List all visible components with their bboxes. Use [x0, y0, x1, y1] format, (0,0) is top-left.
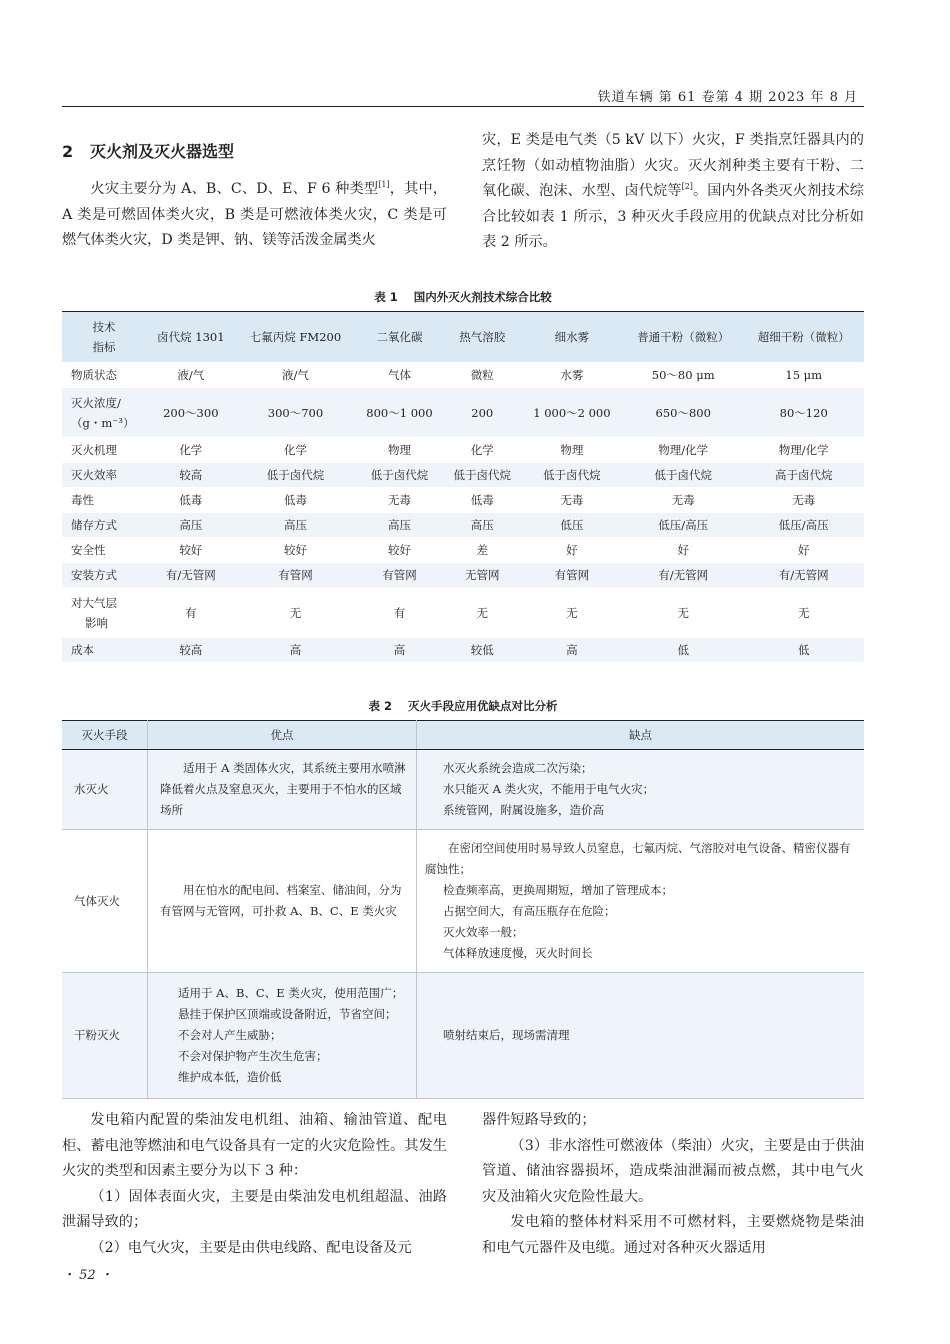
table1-cell: 物理 — [521, 438, 623, 463]
table1-row — [62, 363, 864, 388]
table1-col-header: 热气溶胶 — [444, 312, 521, 363]
table2-pros — [148, 830, 417, 973]
table1-corner-line: 指标 — [92, 340, 116, 354]
table1-cell: 较好 — [146, 538, 236, 563]
body-left-column — [62, 1108, 447, 1261]
table2-cons — [417, 830, 865, 973]
table1-cell: 80～120 — [743, 388, 864, 438]
table1-cell: 化学 — [444, 438, 521, 463]
intro-text: 。国内外各类灭火剂技术综合比较如表 1 所示，3 种灭火手段应用的优缺点对比分析如表 2 所示。 — [482, 183, 864, 250]
intro-paragraph-left — [62, 177, 447, 254]
table1-col-header: 细水雾 — [521, 312, 623, 363]
table1-cell: 低毒 — [236, 488, 356, 513]
table1-cell: 无 — [623, 588, 744, 638]
table2-row — [62, 830, 864, 973]
body-paragraph: 发电箱内配置的柴油发电机组、油箱、输油管道、配电柜、蓄电池等燃油和电气设备具有一定的火灾危险性。其发生火灾的类型和因素主要分为以下 3 种： — [62, 1112, 447, 1179]
table1-cell: 高压 — [355, 513, 443, 538]
table1-cell: 无 — [521, 588, 623, 638]
table1-cell: 低于卤代烷 — [355, 463, 443, 488]
table1-cell: 有管网 — [521, 563, 623, 588]
table1-col-header: 普通干粉（微粒） — [623, 312, 744, 363]
table2-header: 缺点 — [417, 721, 865, 750]
intro-right-column — [482, 128, 864, 256]
table1-cell: 高压 — [236, 513, 356, 538]
body-paragraph: 器件短路导致的； — [482, 1112, 596, 1128]
page-number: ・ 52 ・ — [62, 1268, 113, 1283]
table1-row — [62, 538, 864, 563]
table1-row — [62, 588, 864, 638]
table2-cons-line: 灭火效率一般； — [443, 925, 524, 939]
table2-cons — [417, 973, 865, 1099]
table1-cell: 高压 — [146, 513, 236, 538]
table1-cell: 有 — [146, 588, 236, 638]
table1-cell: 高压 — [444, 513, 521, 538]
table1-row — [62, 463, 864, 488]
table1-cell: 有/无管网 — [623, 563, 744, 588]
body-paragraph: （3）非水溶性可燃液体（柴油）火灾，主要是由于供油管道、储油容器损坏，造成柴油泄漏而被点燃，其中电气火灾及油箱火灾危险性最大。 — [482, 1137, 864, 1205]
table1-cell: 物理/化学 — [623, 438, 744, 463]
table1-cell: 低毒 — [444, 488, 521, 513]
table1-cell: 物理 — [355, 438, 443, 463]
table1-cell: 较高 — [146, 638, 236, 663]
table1-cell: 有 — [355, 588, 443, 638]
table1-cell: 化学 — [146, 438, 236, 463]
running-head: 铁道车辆 第 61 卷第 4 期 2023 年 8 月 — [597, 90, 858, 105]
table1-cell: 高 — [355, 638, 443, 663]
table1-cell: 较好 — [236, 538, 356, 563]
table2-cons-line: 喷射结束后，现场需清理 — [443, 1028, 570, 1042]
intro-left-column — [62, 140, 447, 254]
table1-row-label-line: （g・m⁻³） — [71, 415, 135, 430]
table2-cons-line: 占据空间大，有高压瓶存在危险； — [443, 904, 616, 918]
table2-method: 干粉灭火 — [62, 973, 148, 1099]
table1-row-label: 灭火效率 — [62, 463, 146, 488]
table1-cell: 低 — [743, 638, 864, 663]
table1-cell: 低毒 — [146, 488, 236, 513]
table1-cell: 有管网 — [355, 563, 443, 588]
table2-row — [62, 750, 864, 830]
body-right-column — [482, 1108, 864, 1261]
table1-cell: 好 — [743, 538, 864, 563]
table2-caption — [62, 698, 864, 714]
table2-pros-line: 适用于 A 类固体火灾，其系统主要用水喷淋降低着火点及窒息灭火，主要用于不怕水的区域场所 — [160, 761, 406, 817]
table2-header: 优点 — [148, 721, 417, 750]
table1-cell: 较好 — [355, 538, 443, 563]
table1-col-header: 超细干粉（微粒） — [743, 312, 864, 363]
citation-2: [2] — [681, 182, 693, 191]
table1-cell: 低于卤代烷 — [521, 463, 623, 488]
table1-caption-number: 表 1 — [374, 290, 398, 304]
table1-cell: 无管网 — [444, 563, 521, 588]
table1-cell: 无毒 — [521, 488, 623, 513]
table2-cons — [417, 750, 865, 830]
table2-method: 水灭火 — [62, 750, 148, 830]
table1-cell: 无毒 — [623, 488, 744, 513]
table2-cons-line: 系统管网，附属设施多，造价高 — [443, 803, 604, 817]
table2-cons-line: 水只能灭 A 类火灾，不能用于电气火灾； — [443, 782, 655, 796]
table1-row — [62, 438, 864, 463]
body-paragraph: 发电箱的整体材料采用不可燃材料，主要燃烧物是柴油和电气元器件及电缆。通过对各种灭火器适用 — [482, 1214, 864, 1256]
table1-row — [62, 638, 864, 663]
table1-cell: 高 — [236, 638, 356, 663]
table2-pros-line: 维护成本低，造价低 — [178, 1070, 282, 1084]
table1-cell: 低于卤代烷 — [444, 463, 521, 488]
section-title-text: 灭火剂及灭火器选型 — [90, 142, 235, 161]
table1-col-header: 二氧化碳 — [355, 312, 443, 363]
table2-pros — [148, 750, 417, 830]
table1-cell: 化学 — [236, 438, 356, 463]
table1-row-label: 储存方式 — [62, 513, 146, 538]
table1-cell: 物理/化学 — [743, 438, 864, 463]
table1 — [62, 311, 864, 663]
body-paragraph: （2）电气火灾，主要是由供电线路、配电设备及元 — [90, 1239, 412, 1256]
table1-row-label: 毒性 — [62, 488, 146, 513]
table1-cell: 无 — [236, 588, 356, 638]
table2-method: 气体灭火 — [62, 830, 148, 973]
table1-cell: 低压/高压 — [623, 513, 744, 538]
table1-cell: 15 μm — [743, 363, 864, 388]
table1-caption — [62, 289, 864, 305]
table1-cell: 无 — [444, 588, 521, 638]
table1-cell: 较低 — [444, 638, 521, 663]
table1-row-label-line: 灭火浓度/ — [71, 395, 121, 410]
table1-cell: 液/气 — [146, 363, 236, 388]
table1-cell: 有/无管网 — [146, 563, 236, 588]
table1-cell: 较高 — [146, 463, 236, 488]
table1-cell: 低压 — [521, 513, 623, 538]
table1-cell: 有管网 — [236, 563, 356, 588]
table1-row-label: 成本 — [62, 638, 146, 663]
table1-cell: 无 — [743, 588, 864, 638]
table1-col-header: 卤代烷 1301 — [146, 312, 236, 363]
table1-corner-line: 技术 — [92, 320, 116, 334]
table1-row — [62, 488, 864, 513]
intro-text: 火灾主要分为 A、B、C、D、E、F 6 种类型 — [90, 181, 379, 197]
table1-cell: 高 — [521, 638, 623, 663]
section-title — [62, 140, 447, 164]
table1-cell: 1 000～2 000 — [521, 388, 623, 438]
table1-row-label: 灭火机理 — [62, 438, 146, 463]
citation-1: [1] — [378, 180, 390, 189]
table1-cell: 无毒 — [743, 488, 864, 513]
table2 — [62, 720, 864, 1099]
table2-caption-text: 灭火手段应用优缺点对比分析 — [408, 699, 558, 713]
table1-cell: 低 — [623, 638, 744, 663]
table1-row-label — [62, 388, 146, 438]
header-rule — [62, 106, 864, 107]
table1-cell: 300～700 — [236, 388, 356, 438]
intro-paragraph-right — [482, 128, 864, 256]
table2-pros — [148, 973, 417, 1099]
table1-cell: 高于卤代烷 — [743, 463, 864, 488]
table1-cell: 气体 — [355, 363, 443, 388]
table2-pros-line: 悬挂于保护区顶端或设备附近，节省空间； — [178, 1007, 397, 1021]
table1-cell: 差 — [444, 538, 521, 563]
table2-pros-line: 用在怕水的配电间、档案室、储油间，分为有管网与无管网，可扑救 A、B、C、E 类火灾 — [160, 883, 402, 918]
table1-cell: 200～300 — [146, 388, 236, 438]
table1-corner-header — [62, 312, 146, 363]
table1-row — [62, 513, 864, 538]
table2-pros-line: 不会对保护物产生次生危害； — [178, 1049, 328, 1063]
table1-cell: 800～1 000 — [355, 388, 443, 438]
table2-row — [62, 973, 864, 1099]
table2-cons-line: 检查频率高，更换周期短，增加了管理成本； — [443, 883, 673, 897]
table1-row — [62, 563, 864, 588]
table2-caption-number: 表 2 — [368, 699, 392, 713]
table2-pros-line: 适用于 A、B、C、E 类火灾，使用范围广； — [178, 986, 404, 1000]
table1-cell: 好 — [623, 538, 744, 563]
table1-row-label — [62, 588, 146, 638]
table1-cell: 50～80 μm — [623, 363, 744, 388]
table1-cell: 低于卤代烷 — [236, 463, 356, 488]
body-paragraph: （1）固体表面火灾，主要是由柴油发电机组超温、油路泄漏导致的； — [62, 1188, 447, 1230]
table1-row-label-line: 影响 — [85, 615, 108, 630]
table2-cons-line: 气体释放速度慢，灭火时间长 — [443, 946, 593, 960]
table1-cell: 液/气 — [236, 363, 356, 388]
table2-pros-line: 不会对人产生威胁； — [178, 1028, 282, 1042]
section-number: 2 — [62, 142, 74, 161]
table1-cell: 好 — [521, 538, 623, 563]
table1-cell: 有/无管网 — [743, 563, 864, 588]
table2-cons-line: 水灭火系统会造成二次污染； — [443, 761, 593, 775]
table1-cell: 200 — [444, 388, 521, 438]
table1-row — [62, 388, 864, 438]
table1-cell: 低于卤代烷 — [623, 463, 744, 488]
table1-col-header: 七氟丙烷 FM200 — [236, 312, 356, 363]
table1-cell: 无毒 — [355, 488, 443, 513]
table1-cell: 水雾 — [521, 363, 623, 388]
intro-text: 灾，E 类是电气类（5 kV 以下）火灾，F 类指烹饪器具内的烹饪物（如动植物油脂）火灾。灭火剂种类主要有干粉、二氧化碳、泡沫、水型、卤代烷等 — [482, 132, 864, 199]
table1-cell: 低压/高压 — [743, 513, 864, 538]
table1-row-label: 物质状态 — [62, 363, 146, 388]
table1-row-label: 安全性 — [62, 538, 146, 563]
table1-caption-text: 国内外灭火剂技术综合比较 — [413, 290, 552, 304]
table2-header: 灭火手段 — [62, 721, 148, 750]
table1-cell: 650～800 — [623, 388, 744, 438]
table1-row-label-line: 对大气层 — [71, 595, 117, 610]
table2-cons-line: 在密闭空间使用时易导致人员窒息，七氟丙烷、气溶胶对电气设备、精密仪器有腐蚀性； — [425, 841, 851, 876]
intro-text: ，其中，A 类是可燃固体类火灾，B 类是可燃液体类火灾，C 类是可燃气体类火灾，D 类是钾、钠、镁等活泼金属类火 — [62, 181, 447, 248]
table1-cell: 微粒 — [444, 363, 521, 388]
table1-row-label: 安装方式 — [62, 563, 146, 588]
